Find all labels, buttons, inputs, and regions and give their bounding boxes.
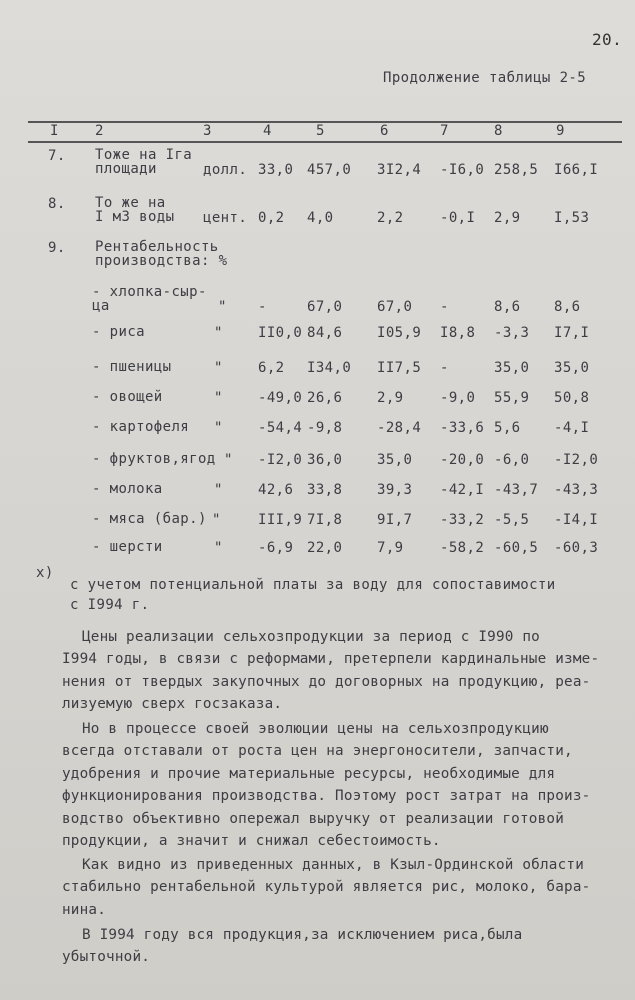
row-label-line: ца [92, 298, 110, 314]
row-label-line: Рентабельность [95, 239, 219, 255]
table-cell-col-9: 50,8 [554, 390, 590, 406]
header-col-4: 4 [263, 123, 272, 139]
row-label-line: - картофеля [92, 419, 190, 435]
table-cell-col-5: 457,0 [307, 162, 352, 178]
table-row [0, 420, 635, 450]
row-unit: цент. [203, 210, 248, 226]
table-cell-col-9: I,53 [554, 210, 590, 226]
row-label [92, 420, 189, 434]
table-cell-col-9: -43,3 [554, 482, 599, 498]
row-number: 9. [48, 240, 66, 256]
table-cell-col-5: 36,0 [307, 452, 343, 468]
table-cell-col-6: -28,4 [377, 420, 422, 436]
row-unit: " [214, 390, 223, 406]
text-line: убыточной. [62, 949, 151, 966]
row-label-line: - риса [92, 324, 145, 340]
table-cell-col-6: 39,3 [377, 482, 413, 498]
row-label [92, 540, 163, 554]
text-line: всегда отставали от роста цен на энергоносители, запчасти, [62, 743, 573, 760]
row-label-line: I м3 воды [95, 209, 175, 225]
text-line: нина. [62, 901, 107, 918]
text-line: I994 годы, в связи с реформами, претерпели кардинальные изме- [62, 651, 600, 668]
header-col-7: 7 [440, 123, 449, 139]
table-cell-col-9: -I2,0 [554, 452, 599, 468]
table-cell-col-6: 35,0 [377, 452, 413, 468]
table-cell-col-9: -4,I [554, 420, 590, 436]
table-top-rule [28, 121, 622, 123]
row-label-line: - молока [92, 481, 163, 497]
table-row [0, 390, 635, 420]
table-cell-col-7: -9,0 [440, 390, 476, 406]
row-label-line: - фруктов,ягод [92, 451, 216, 467]
table-cell-col-9: -60,3 [554, 540, 599, 556]
row-label [92, 325, 145, 339]
table-cell-col-4: -6,9 [258, 540, 294, 556]
table-cell-col-7: -33,6 [440, 420, 485, 436]
table-cell-col-8: -5,5 [494, 512, 530, 528]
table-cell-col-4: 33,0 [258, 162, 294, 178]
table-cell-col-6: 2,9 [377, 390, 404, 406]
table-cell-col-8: -6,0 [494, 452, 530, 468]
table-cell-col-5: 7I,8 [307, 512, 343, 528]
table-row [0, 540, 635, 570]
table-cell-col-7: -20,0 [440, 452, 485, 468]
text-line: стабильно рентабельной культурой является рис, молоко, бара- [62, 879, 591, 896]
table-cell-col-5: 84,6 [307, 325, 343, 341]
table-cell-col-5: I34,0 [307, 360, 352, 376]
footnote-mark: x) [36, 565, 54, 581]
table-cell-col-7: -0,I [440, 210, 476, 226]
row-label-line: производства: % [95, 253, 228, 269]
table-row [0, 482, 635, 512]
table-cell-col-4: III,9 [258, 512, 303, 528]
row-label-line: - мяса (бар.) [92, 511, 207, 527]
table-cell-col-9: I7,I [554, 325, 590, 341]
row-label [95, 196, 174, 224]
row-label [92, 360, 171, 374]
table-cell-col-5: 67,0 [307, 299, 343, 315]
row-unit: " [212, 512, 221, 528]
table-cell-col-4: II0,0 [258, 325, 303, 341]
table-cell-col-9: 8,6 [554, 299, 581, 315]
footnote-line: с I994 г. [70, 597, 150, 613]
row-number: 8. [48, 196, 66, 212]
table-cell-col-8: 2,9 [494, 210, 521, 226]
table-cell-col-5: -9,8 [307, 420, 343, 436]
footnote-line: с учетом потенциальной платы за воду для сопоставимости [70, 577, 556, 593]
row-unit: долл. [203, 162, 248, 178]
table-cell-col-5: 4,0 [307, 210, 334, 226]
row-unit: " [224, 452, 233, 468]
table-cell-col-7: - [440, 360, 449, 376]
table-cell-col-7: -33,2 [440, 512, 485, 528]
table-cell-col-6: I05,9 [377, 325, 422, 341]
table-cell-col-8: -60,5 [494, 540, 539, 556]
table-cell-col-8: 258,5 [494, 162, 539, 178]
table-cell-col-4: - [258, 299, 267, 315]
table-cell-col-8: 8,6 [494, 299, 521, 315]
header-col-5: 5 [316, 123, 325, 139]
table-cell-col-8: -3,3 [494, 325, 530, 341]
table-cell-col-5: 22,0 [307, 540, 343, 556]
table-cell-col-6: 67,0 [377, 299, 413, 315]
text-line: продукции, а значит и снижал себестоимость. [62, 833, 441, 850]
text-line: В I994 году вся продукция,за исключением риса,была [82, 927, 523, 943]
paragraph-2 [62, 718, 602, 852]
row-label-line: То же на [95, 195, 166, 211]
header-col-9: 9 [556, 123, 565, 139]
row-label [92, 390, 163, 404]
table-row [0, 285, 635, 315]
table-cell-col-7: I8,8 [440, 325, 476, 341]
paragraph-3 [62, 854, 602, 921]
row-label [95, 240, 227, 268]
table-cell-col-4: 42,6 [258, 482, 294, 498]
row-label-line: Тоже на Iга [95, 147, 193, 163]
table-cell-col-6: II7,5 [377, 360, 422, 376]
table-cell-col-6: 7,9 [377, 540, 404, 556]
footnote [70, 575, 600, 615]
row-label [95, 148, 192, 176]
table-cell-col-4: 6,2 [258, 360, 285, 376]
text-line: удобрения и прочие материальные ресурсы, необходимые для [62, 765, 556, 782]
table-cell-col-8: 35,0 [494, 360, 530, 376]
table-cell-col-8: -43,7 [494, 482, 539, 498]
row-label-line: - хлопка-сыр- [92, 284, 207, 300]
header-col-1: I [50, 123, 59, 139]
table-cell-col-6: 9I,7 [377, 512, 413, 528]
table-header-rule [28, 141, 622, 143]
table-row [0, 240, 635, 270]
table-cell-col-9: I66,I [554, 162, 599, 178]
table-row [0, 512, 635, 542]
row-number: 7. [48, 148, 66, 164]
table-cell-col-5: 26,6 [307, 390, 343, 406]
table-cell-col-4: -I2,0 [258, 452, 303, 468]
text-line: водство объективно опережал выручку от реализации готовой [62, 810, 565, 827]
header-col-8: 8 [494, 123, 503, 139]
row-unit: " [214, 325, 223, 341]
page-number: 20. [592, 30, 623, 49]
table-cell-col-9: -I4,I [554, 512, 599, 528]
table-row [0, 148, 635, 178]
paragraph-1 [62, 626, 602, 716]
text-line: функционирования производства. Поэтому рост затрат на произ- [62, 788, 591, 805]
row-unit: " [214, 420, 223, 436]
text-line: Но в процессе своей эволюции цены на сельхозпродукцию [82, 721, 549, 737]
table-cell-col-6: 3I2,4 [377, 162, 422, 178]
table-cell-col-7: - [440, 299, 449, 315]
row-label-line: - шерсти [92, 539, 163, 555]
table-row [0, 360, 635, 390]
row-label [92, 285, 207, 313]
row-unit: " [214, 540, 223, 556]
row-unit: " [218, 299, 227, 315]
header-col-6: 6 [380, 123, 389, 139]
table-cell-col-8: 5,6 [494, 420, 521, 436]
table-row [0, 452, 635, 482]
table-row [0, 325, 635, 355]
row-label [92, 512, 207, 526]
row-label [92, 482, 163, 496]
text-line: нения от твердых закупочных до договорных на продукцию, реа- [62, 673, 591, 690]
row-unit: " [214, 360, 223, 376]
header-col-3: 3 [203, 123, 212, 139]
header-col-2: 2 [95, 123, 104, 139]
table-cell-col-7: -I6,0 [440, 162, 485, 178]
row-label [92, 452, 216, 466]
table-cell-col-7: -58,2 [440, 540, 485, 556]
table-cell-col-8: 55,9 [494, 390, 530, 406]
table-cell-col-4: -54,4 [258, 420, 303, 436]
text-line: лизуемую сверх госзаказа. [62, 696, 283, 713]
table-row [0, 196, 635, 226]
table-continuation-title: Продолжение таблицы 2-5 [383, 70, 587, 86]
row-label-line: площади [95, 161, 157, 177]
text-line: Как видно из приведенных данных, в Кзыл-Ординской области [82, 857, 585, 873]
row-label-line: - пшеницы [92, 359, 172, 375]
table-cell-col-5: 33,8 [307, 482, 343, 498]
row-label-line: - овощей [92, 389, 163, 405]
table-cell-col-4: 0,2 [258, 210, 285, 226]
row-unit: " [214, 482, 223, 498]
paragraph-4 [62, 924, 602, 969]
table-cell-col-9: 35,0 [554, 360, 590, 376]
table-cell-col-6: 2,2 [377, 210, 404, 226]
table-cell-col-7: -42,I [440, 482, 485, 498]
table-cell-col-4: -49,0 [258, 390, 303, 406]
text-line: Цены реализации сельхозпродукции за период с I990 по [82, 629, 540, 645]
